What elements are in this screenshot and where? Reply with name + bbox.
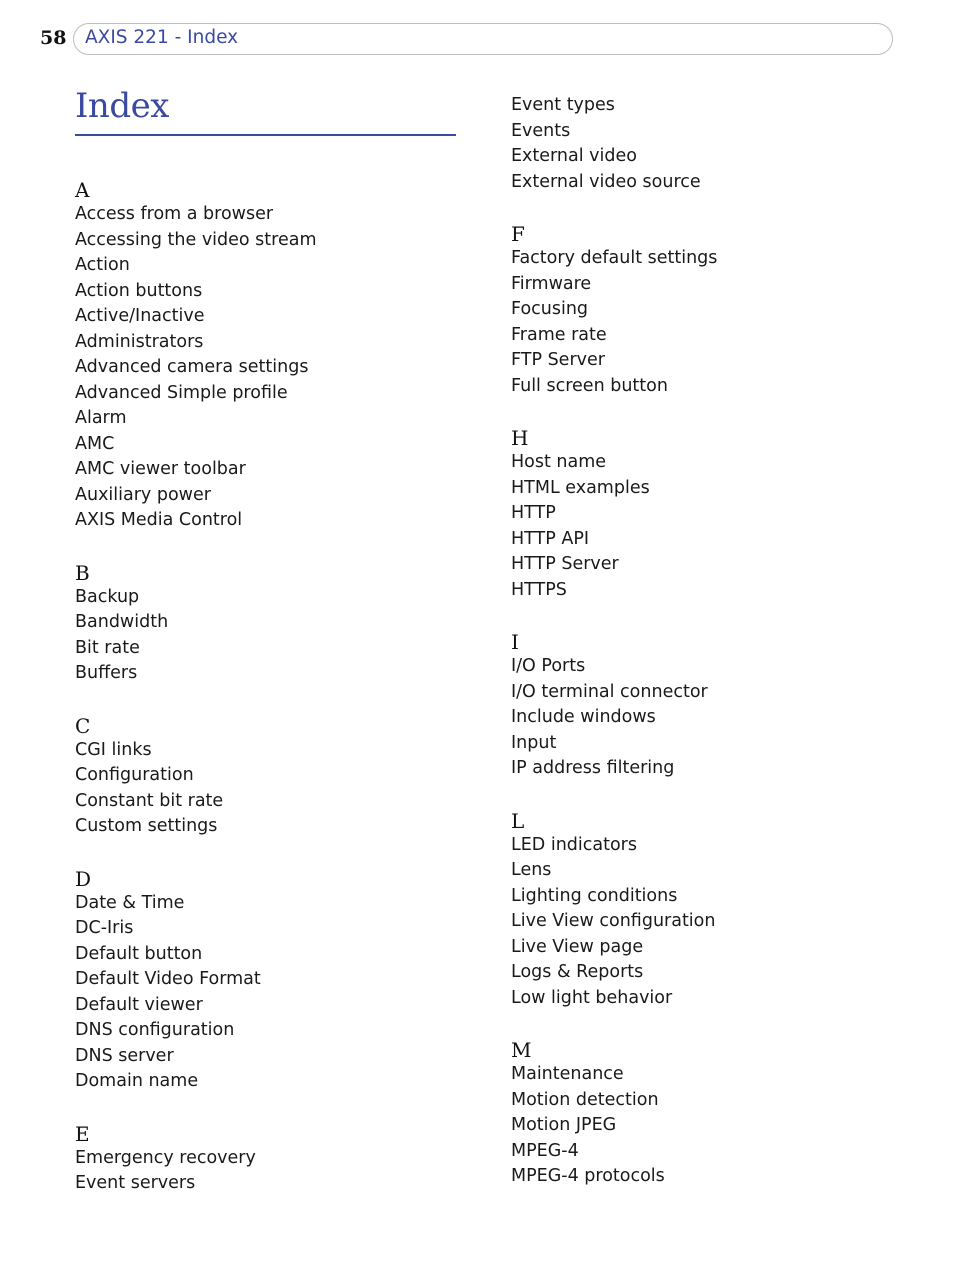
index-column-right (511, 93, 931, 1217)
index-entry: Configuration (75, 765, 194, 785)
index-entry: Action (75, 255, 130, 275)
index-entry: DNS server (75, 1045, 174, 1066)
index-letter-heading: I (511, 630, 519, 654)
page-title: Index (75, 86, 169, 126)
index-letter-heading: M (511, 1038, 532, 1062)
index-section (75, 714, 495, 840)
index-section (75, 867, 495, 1095)
index-section (75, 561, 495, 687)
index-entry: Constant bit rate (75, 790, 224, 811)
index-entry-list (511, 450, 931, 603)
index-entry: Backup (75, 586, 140, 607)
index-section (511, 93, 931, 195)
index-letter-heading: B (75, 560, 90, 585)
index-entry: AMC viewer toolbar (75, 459, 246, 479)
index-entry: Input (511, 732, 557, 753)
title-underline (75, 134, 456, 136)
running-header (73, 23, 893, 55)
index-entry: I/O Ports (511, 656, 586, 676)
index-entry: Event servers (75, 1173, 196, 1193)
index-entry: Frame rate (511, 324, 607, 345)
index-entry: Active/Inactive (75, 306, 205, 326)
index-entry: Bandwidth (75, 612, 169, 632)
index-entry: Maintenance (511, 1064, 624, 1084)
index-entry: Factory default settings (511, 248, 718, 268)
index-entry: Date & Time (75, 892, 185, 913)
index-entry: LED indicators (511, 834, 637, 855)
index-entry: FTP Server (511, 350, 605, 370)
page-number: 58 (40, 27, 67, 49)
index-letter-heading: C (75, 713, 91, 738)
index-entry: MPEG-4 (511, 1140, 579, 1161)
index-entry: HTTP (511, 503, 556, 523)
index-entry: AMC (75, 433, 115, 454)
index-entry: HTTP Server (511, 554, 619, 574)
index-section (75, 1122, 495, 1197)
index-entry: Administrators (75, 331, 204, 352)
index-letter-heading: L (511, 808, 525, 833)
index-entry: Action buttons (75, 280, 203, 301)
index-entry: Alarm (75, 408, 127, 428)
index-entry: Event types (511, 95, 615, 115)
index-entry: Domain name (75, 1071, 199, 1091)
index-entry: DNS configuration (75, 1020, 235, 1040)
index-letter-heading: A (75, 178, 90, 202)
index-entry-list (75, 891, 495, 1095)
index-entry: Auxiliary power (75, 484, 211, 505)
index-entry: Advanced Simple profile (75, 382, 288, 403)
index-entry: Logs & Reports (511, 962, 644, 982)
index-entry: Default Video Format (75, 969, 261, 989)
index-entry: Host name (511, 452, 607, 472)
index-entry: Advanced camera settings (75, 357, 309, 377)
index-column-left (75, 178, 495, 1224)
index-entry: CGI links (75, 739, 152, 760)
index-section (511, 630, 931, 782)
index-entry: Motion JPEG (511, 1115, 617, 1135)
index-entry: Lens (511, 860, 552, 880)
index-entry-list (75, 738, 495, 840)
index-entry: I/O terminal connector (511, 681, 708, 702)
index-entry: Custom settings (75, 816, 218, 836)
index-letter-heading: D (75, 866, 92, 891)
index-entry: Bit rate (75, 637, 140, 658)
index-entry: Live View configuration (511, 911, 716, 931)
index-entry: Accessing the video stream (75, 229, 317, 250)
index-entry: MPEG-4 protocols (511, 1166, 665, 1186)
index-entry-list (511, 833, 931, 1012)
index-entry: External video (511, 146, 637, 166)
index-entry: Emergency recovery (75, 1147, 256, 1168)
index-section (75, 178, 495, 534)
index-entry: DC-Iris (75, 918, 134, 938)
index-entry: Full screen button (511, 375, 668, 396)
index-entry-list (75, 585, 495, 687)
index-entry: IP address filtering (511, 758, 675, 778)
index-section (511, 1038, 931, 1190)
index-entry: HTTPS (511, 579, 567, 600)
index-entry: HTTP API (511, 528, 590, 549)
index-entry: Focusing (511, 299, 589, 319)
index-entry: Default viewer (75, 994, 203, 1015)
index-entry: Low light behavior (511, 987, 673, 1008)
index-entry-list (511, 246, 931, 399)
index-entry: External video source (511, 171, 701, 192)
index-entry: Default button (75, 943, 203, 964)
index-entry-list (511, 93, 931, 195)
index-entry-list (75, 1146, 495, 1197)
index-entry: Firmware (511, 273, 592, 294)
index-entry: HTML examples (511, 477, 650, 498)
running-header-title: AXIS 221 - Index (85, 27, 239, 48)
index-entry: Lighting conditions (511, 885, 678, 906)
index-entry: Live View page (511, 936, 644, 957)
index-letter-heading: E (75, 1121, 90, 1146)
index-section (511, 222, 931, 399)
index-entry: AXIS Media Control (75, 510, 243, 530)
index-section (511, 809, 931, 1012)
index-letter-heading: H (511, 426, 529, 450)
index-entry-list (511, 654, 931, 782)
index-entry-list (511, 1062, 931, 1190)
index-letter-heading: F (511, 222, 525, 246)
index-section (511, 426, 931, 603)
index-entry-list (75, 202, 495, 534)
index-entry: Include windows (511, 707, 656, 727)
index-entry: Motion detection (511, 1089, 659, 1110)
index-entry: Buffers (75, 663, 138, 683)
index-entry: Access from a browser (75, 204, 274, 224)
index-entry: Events (511, 120, 571, 141)
